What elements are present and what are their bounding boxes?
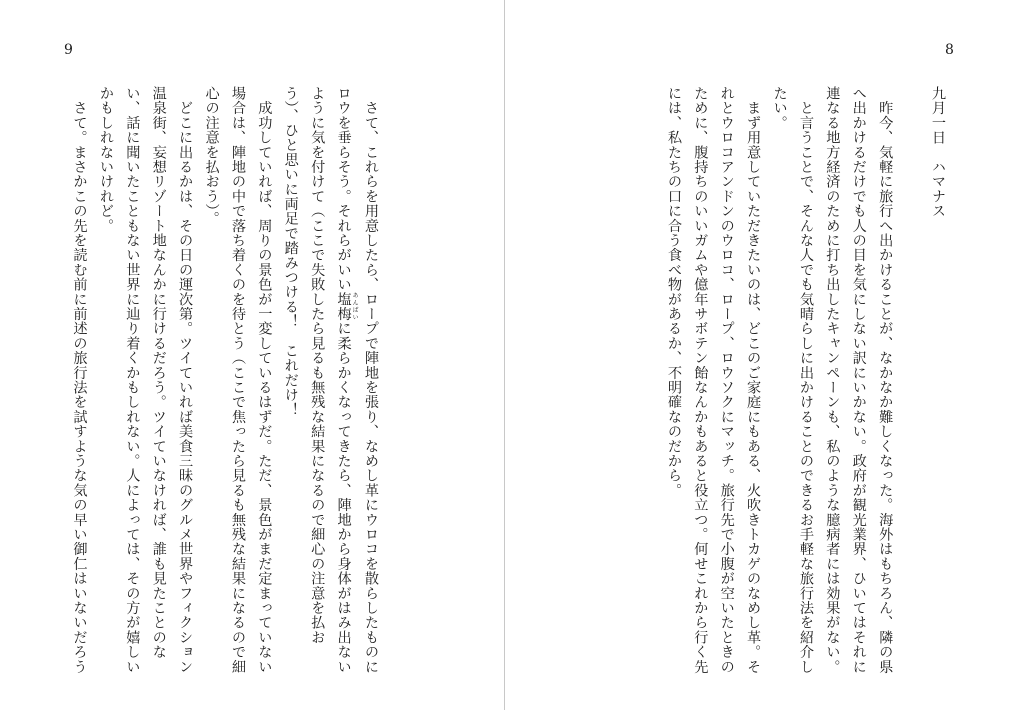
text-line: ように気を付けて（ここで失敗したら見るも無残な結果になるので細心の注意を払お [309,86,326,645]
text-line: 昨今、気軽に旅行へ出かけることが、なかなか難しくなった。海外はもちろん、隣の県 [877,86,894,674]
text-line: さて。まさかこの先を読む前に前述の旅行法を試すような気の早い御仁はいないだろう [71,86,88,674]
ruby-annotation [335,291,359,322]
text-line: まず用意していただきたいのは、どこのご家庭にもある、火吹きトカゲのなめし革。そ [745,86,762,674]
text-line: どこに出るかは、その日の運次第。ツイていれば美食三昧のグルメ世界やフィクション [177,86,194,674]
text-fragment: に柔らかくなってきたら、陣地から身体がはみ出ない [335,321,352,675]
text-line: たい。 [771,86,788,131]
ruby-reading: あんばい [351,291,359,322]
text-line-with-ruby [330,86,357,686]
text-line: ために、腹持ちのいいガムや億年サボテン飴なんかもあると役立つ。何せこれから行く先 [692,86,709,674]
right-page-body [661,86,951,686]
chapter-heading: 九月一日 ハマナス [930,86,946,219]
left-page-body [66,86,384,686]
text-line: 連なる地方経済のために打ち出したキャンペーンも、私のような臆病者には効果がない。 [824,86,841,674]
text-line: 温泉街、妄想リゾート地なんかに行けるだろう。ツイていなければ、誰も見たことのな [150,86,167,660]
text-line: 心の注意を払おう）。 [203,86,220,226]
ruby-base: 塩梅 [335,291,352,322]
text-line: と言うことで、そんな人でも気晴らしに出かけることのできるお手軽な旅行法を紹介し [797,86,814,674]
text-line: へ出かけるだけでも人の目を気にしない訳にいかない。政府が観光業界、ひいてはそれに [850,86,867,674]
text-line: には、私たちの口に合う食べ物があるか、不明確なのだから。 [665,86,682,498]
text-line: かもしれないけれど。 [97,86,114,233]
text-line: う）、ひと思いに両足で踏みつける！ これだけ！ [282,86,299,417]
text-line: さて、これらを用意したら、ロープで陣地を張り、なめし革にウロコを散らしたものに [363,86,379,674]
text-line: い、話に聞いたこともない世界に辿り着くかもしれない。人によっては、その方が嬉しい [124,86,141,674]
text-fragment: ロウを垂らそう。それらがいい [335,86,352,292]
text-line: 成功していれば、周りの景色が一変しているはずだ。ただ、景色がまだ定まっていない [256,86,273,674]
text-line: れとウロコアンドンのウロコ、ロープ、ロウソクにマッチ。旅行先で小腹が空いたときの [718,86,735,674]
blank-line [898,86,924,686]
page-gutter-divider [504,0,505,710]
text-line: 場合は、陣地の中で落ち着くのを待とう（ここで焦ったら見るも無残な結果になるので細 [229,86,246,674]
page-number-right: 8 [945,42,954,58]
page-number-left: 9 [64,42,73,58]
